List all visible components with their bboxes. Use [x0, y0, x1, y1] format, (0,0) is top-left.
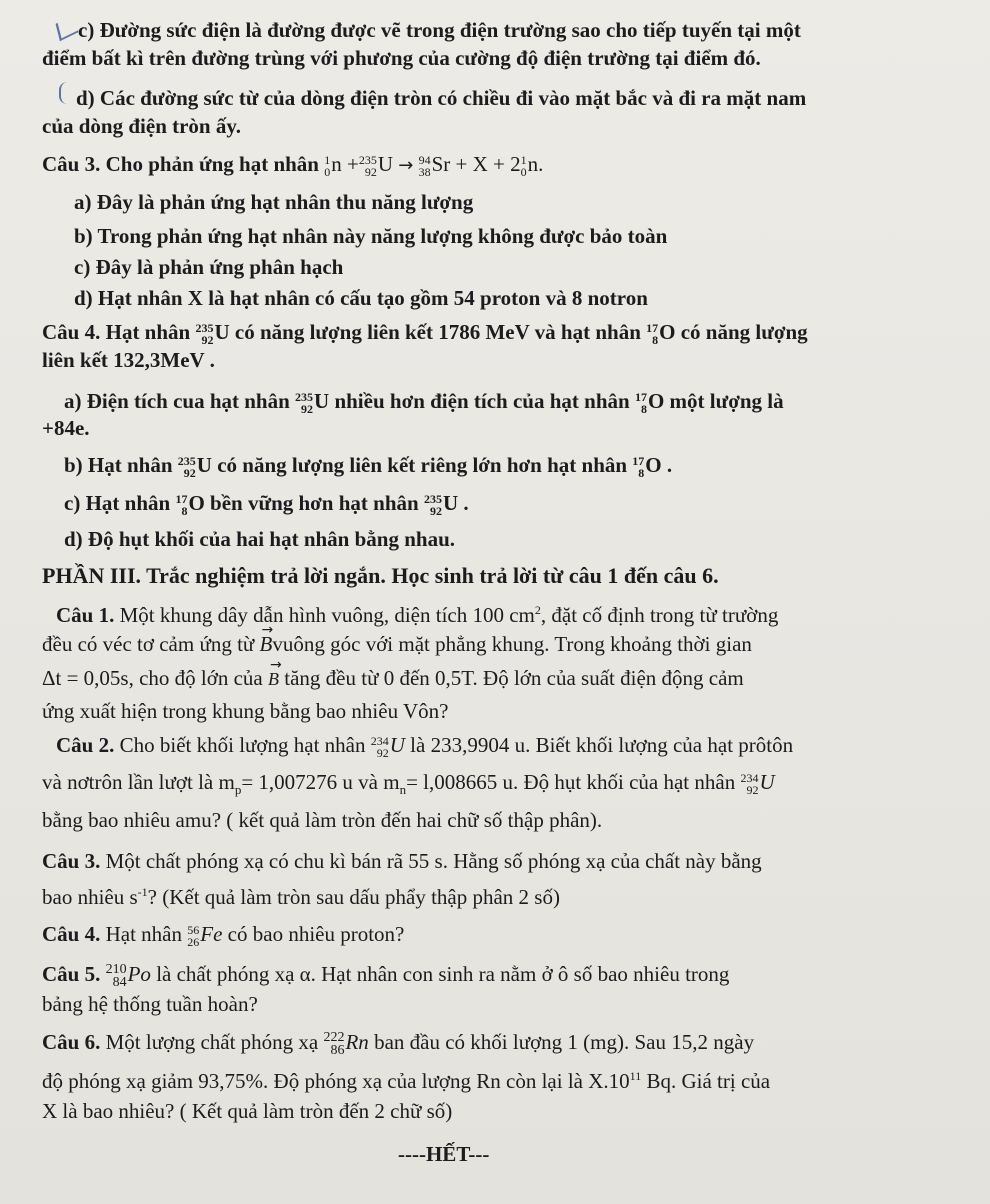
nuclide-u235: 235 92	[358, 153, 377, 180]
part3-q6-line-2: độ phóng xạ giảm 93,75%. Độ phóng xạ của lượng Rn còn lại là $X.10^{11}$ Bq. Giá trị của	[42, 1069, 771, 1093]
handwritten-check-mark	[56, 15, 79, 41]
handwritten-bracket-mark	[59, 82, 71, 104]
part3-q1-line-2: đều có véc tơ cảm ứng từ → Bvuông góc với mặt phẳng khung. Trong khoảng thời gian	[42, 630, 752, 658]
part3-q3-line-1: Câu 3. Một chất phóng xạ có chu kì bán rã 55 s. Hằng số phóng xạ của chất này bằng	[42, 849, 762, 873]
question-4-stem-line-2: liên kết 132,3MeV .	[42, 348, 215, 372]
part3-q2-line-3: bằng bao nhiêu amu? ( kết quả làm tròn đến hai chữ số thập phân).	[42, 808, 603, 832]
part3-q1-line-1: Câu 1. Một khung dây dẫn hình vuông, diện tích 100 $cm^2$, đặt cố định trong từ trường	[56, 603, 779, 627]
part3-q4: Câu 4. Hạt nhân 56 26 Fe có bao nhiêu proton?	[42, 922, 405, 950]
q4-option-b: b) Hạt nhân 235 92 U có năng lượng liên kết riêng lớn hơn hạt nhân 17 8 O .	[64, 453, 673, 481]
part3-q5-line-1: Câu 5. 210 84 Po là chất phóng xạ α. Hạt nhân con sinh ra nằm ở ô số bao nhiêu trong	[42, 962, 730, 991]
q4-option-c: c) Hạt nhân 17 8 O bền vững hơn hạt nhân 235 92 U .	[64, 491, 469, 519]
option-c-line-1: c) Đường sức điện là đường được vẽ trong điện trường sao cho tiếp tuyến tại một	[78, 18, 801, 42]
part3-q6-line-3: X là bao nhiêu? ( Kết quả làm tròn đến 2 chữ số)	[42, 1099, 453, 1123]
part3-q2-line-2: và nơtrôn lần lượt là $m_p= 1,007276$ u và $m_n= l,008665$ u. Độ hụt khối của hạt nhân 234 92 U	[42, 770, 775, 798]
q3-option-d: d) Hạt nhân X là hạt nhân có cấu tạo gồm 54 proton và 8 notron	[74, 286, 648, 310]
question-4-stem: Câu 4. Hạt nhân 235 92 U có năng lượng liên kết 1786 MeV và hạt nhân 17 8 O có năng lượng	[42, 320, 808, 348]
q4-option-d: d) Độ hụt khối của hai hạt nhân bằng nhau.	[64, 527, 456, 551]
option-d-line-1: d) Các đường sức từ của dòng điện tròn có chiều đi vào mặt bắc và đi ra mặt nam	[76, 86, 807, 110]
q4-option-a: a) Điện tích cua hạt nhân 235 92 U nhiều hơn điện tích của hạt nhân 17 8 O một lượng là	[64, 389, 784, 417]
part3-q6-line-1: Câu 6. Một lượng chất phóng xạ 222 86 Rn ban đầu có khối lượng 1 (mg). Sau 15,2 ngày	[42, 1030, 755, 1059]
part3-q5-line-2: bảng hệ thống tuần hoàn?	[42, 992, 258, 1016]
option-c-line-2: điểm bất kì trên đường trùng với phương của cường độ điện trường tại điểm đó.	[42, 46, 761, 70]
nuclide-u235: 235 92	[195, 321, 214, 348]
nuclide-n1: 1 0	[324, 153, 331, 180]
option-d-line-2: của dòng điện tròn ấy.	[42, 114, 241, 138]
end-marker: ----HẾT---	[398, 1142, 490, 1166]
nuclide-n1b: 1 0	[520, 153, 527, 180]
part3-q2-line-1: Câu 2. Cho biết khối lượng hạt nhân 234 92 U là 233,9904 u. Biết khối lượng của hạt prôtôn	[56, 733, 794, 761]
part3-q1-line-3: Δt = 0,05s, cho độ lớn của → B tăng đều từ 0 đến 0,5T. Độ lớn của suất điện động cảm	[42, 664, 744, 693]
part3-q1-line-4: ứng xuất hiện trong khung bằng bao nhiêu Vôn?	[42, 699, 449, 723]
part-3-heading: PHẦN III. Trắc nghiệm trả lời ngắn. Học sinh trả lời từ câu 1 đến câu 6.	[42, 563, 719, 588]
question-3-stem: Câu 3. Cho phản ứng hạt nhân 1 0 n + 235 92 U → 94 38 Sr + X + 2 1 0 n.	[42, 152, 544, 180]
nuclide-o17: 17 8	[646, 321, 659, 348]
nuclide-sr94: 94 38	[418, 153, 431, 180]
q3-option-c: c) Đây là phản ứng phân hạch	[74, 255, 344, 279]
q3-option-a: a) Đây là phản ứng hạt nhân thu năng lượng	[74, 190, 474, 214]
part3-q3-line-2: bao nhiêu $s^{-1}$? (Kết quả làm tròn sau dấu phẩy thập phân 2 số)	[42, 885, 560, 909]
q3-option-b: b) Trong phản ứng hạt nhân này năng lượng không được bảo toàn	[74, 224, 668, 248]
q4-option-a-line-2: +84e.	[42, 416, 90, 440]
